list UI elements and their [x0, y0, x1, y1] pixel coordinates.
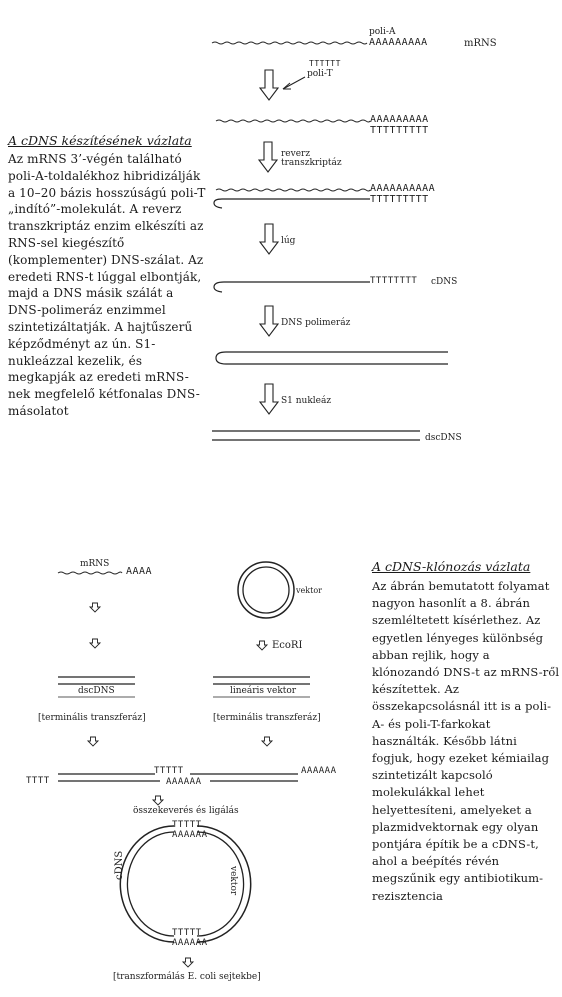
cdna-prep-caption: A cDNS készítésének vázlata — [8, 133, 192, 148]
plasmid-vektor-vertical: vektor — [228, 866, 238, 896]
poly-t-strand-2: TTTTTTTTT — [370, 194, 429, 205]
cloning-caption: A cDNS-klónozás vázlata — [372, 559, 531, 574]
small-arrow-5 — [153, 796, 163, 805]
tailed-cdna-tttt: TTTT — [26, 776, 50, 786]
linearis-vektor-label: lineáris vektor — [230, 686, 297, 696]
small-arrow-6 — [183, 958, 193, 967]
poly-a-tail-1: AAAAAAAAA — [369, 37, 428, 48]
transzformalas-label: [transzformálás E. coli sejtekbe] — [113, 972, 261, 982]
step-arrow-5 — [260, 384, 278, 414]
cdna-hairpin-1 — [214, 199, 370, 208]
poly-t-strand-1: TTTTTTTTT — [370, 125, 429, 136]
mrna-strand-2 — [216, 189, 370, 191]
poly-a-tail-2: AAAAAAAAA — [370, 114, 429, 125]
small-arrow-2 — [90, 639, 100, 648]
plasmid-ttttt-top: TTTTT — [172, 820, 202, 830]
cloning-paragraph: Az ábrán bemutatott folyamat nagyon hasonlít a 8. ábrán szemléltetett kísérlethez. Az egyetlen lényeges különbség abban rejlik, hogy a klónozandó DNS-t az mRNS-ről készítettek. Az összekapcsolásnál itt is a poli-A- és poli-T-farkokat használták. Később látni fogjuk, hogy ezeket kémiailag szintetizált kapcsoló molekulákkal lehet helyettesíteni, amelyeket a plazmidvektornak egy olyan pontjára építik be a cDNS-t, ahol a beépítés révén megszűnik egy antibiotikum-rezisztencia — [372, 579, 560, 903]
poli-t-pointer — [283, 77, 305, 89]
term-transzferaz-left: [terminális transzferáz] — [38, 713, 146, 723]
s1-nukleaz-label: S1 nukleáz — [281, 396, 332, 406]
lug-label: lúg — [281, 236, 296, 246]
plasmid-ttttt-bottom: TTTTT — [172, 928, 202, 938]
small-arrow-3 — [88, 737, 98, 746]
mrna-hybrid-strand — [216, 120, 370, 122]
step-arrow-2 — [259, 142, 277, 172]
small-arrow-4 — [262, 737, 272, 746]
ds-hairpin-top — [216, 352, 448, 364]
mrna-strand — [212, 42, 367, 44]
vector-circle-outer — [238, 562, 294, 618]
bottom-mrns-label: mRNS — [80, 559, 110, 569]
bottom-dscdns-label: dscDNS — [78, 686, 115, 696]
tailed-vector-aaaaaa-top: AAAAAA — [301, 766, 337, 776]
term-transzferaz-right: [terminális transzferáz] — [213, 713, 321, 723]
poli-a-label: poli-A — [369, 27, 396, 37]
cdna-prep-paragraph: Az mRNS 3’-végén található poli-A-toldalékhoz hibridizálják a 10–20 bázis hosszúságú poli-T „indító”-molekulát. A reverz transzkriptáz enzim elkészíti az RNS-sel kiegészítő (komplementer) DNS-szálat. Az eredeti RNS-t lúggal elbontják, majd a DNS másik szálát a DNS-polimeráz enzimmel szintetizáltatják. A hajtűszerű képződményt az ún. S1-nukleázzal kezelik, és megkapják az eredeti mRNS-nek megfelelő kétfonalas DNS-másolatot — [8, 152, 206, 418]
small-arrow-1 — [90, 603, 100, 612]
plasmid-aaaaa-top: AAAAAA — [172, 830, 208, 840]
poli-t-label: poli-T — [307, 69, 333, 79]
osszekeveres-label: összekeverés és ligálás — [133, 806, 239, 816]
vector-circle-inner — [243, 567, 289, 613]
dns-polimeraz-label: DNS polimeráz — [281, 318, 351, 328]
cdna-hairpin-2 — [214, 282, 370, 292]
bottom-mrna-strand — [58, 572, 122, 574]
reverz-label: reverz — [281, 149, 311, 159]
step-arrow-3 — [260, 224, 278, 254]
poly-t-strand-3: TTTTTTTT — [370, 276, 418, 286]
tailed-cdna-ttttt: TTTTT — [154, 766, 184, 776]
transzkriptaz-label: transzkriptáz — [281, 158, 342, 168]
vektor-label: vektor — [296, 586, 322, 595]
step-arrow-1 — [260, 70, 278, 100]
mrns-label: mRNS — [464, 38, 497, 49]
plasmid-cdns-vertical: cDNS — [114, 850, 125, 880]
plasmid-aaaaa-bottom: AAAAAA — [172, 938, 208, 948]
tailed-vector-aaaaaa-bottom: AAAAAA — [166, 777, 202, 787]
small-arrow-ecori — [257, 641, 267, 650]
poly-a-tail-3: AAAAAAAAAA — [370, 183, 436, 194]
ecori-label: EcoRI — [272, 640, 303, 651]
poli-t-primer: TTTTTT — [309, 59, 341, 68]
cdns-label: cDNS — [431, 277, 458, 287]
bottom-poly-a: AAAA — [126, 566, 153, 577]
dscdns-label: dscDNS — [425, 433, 462, 443]
step-arrow-4 — [260, 306, 278, 336]
